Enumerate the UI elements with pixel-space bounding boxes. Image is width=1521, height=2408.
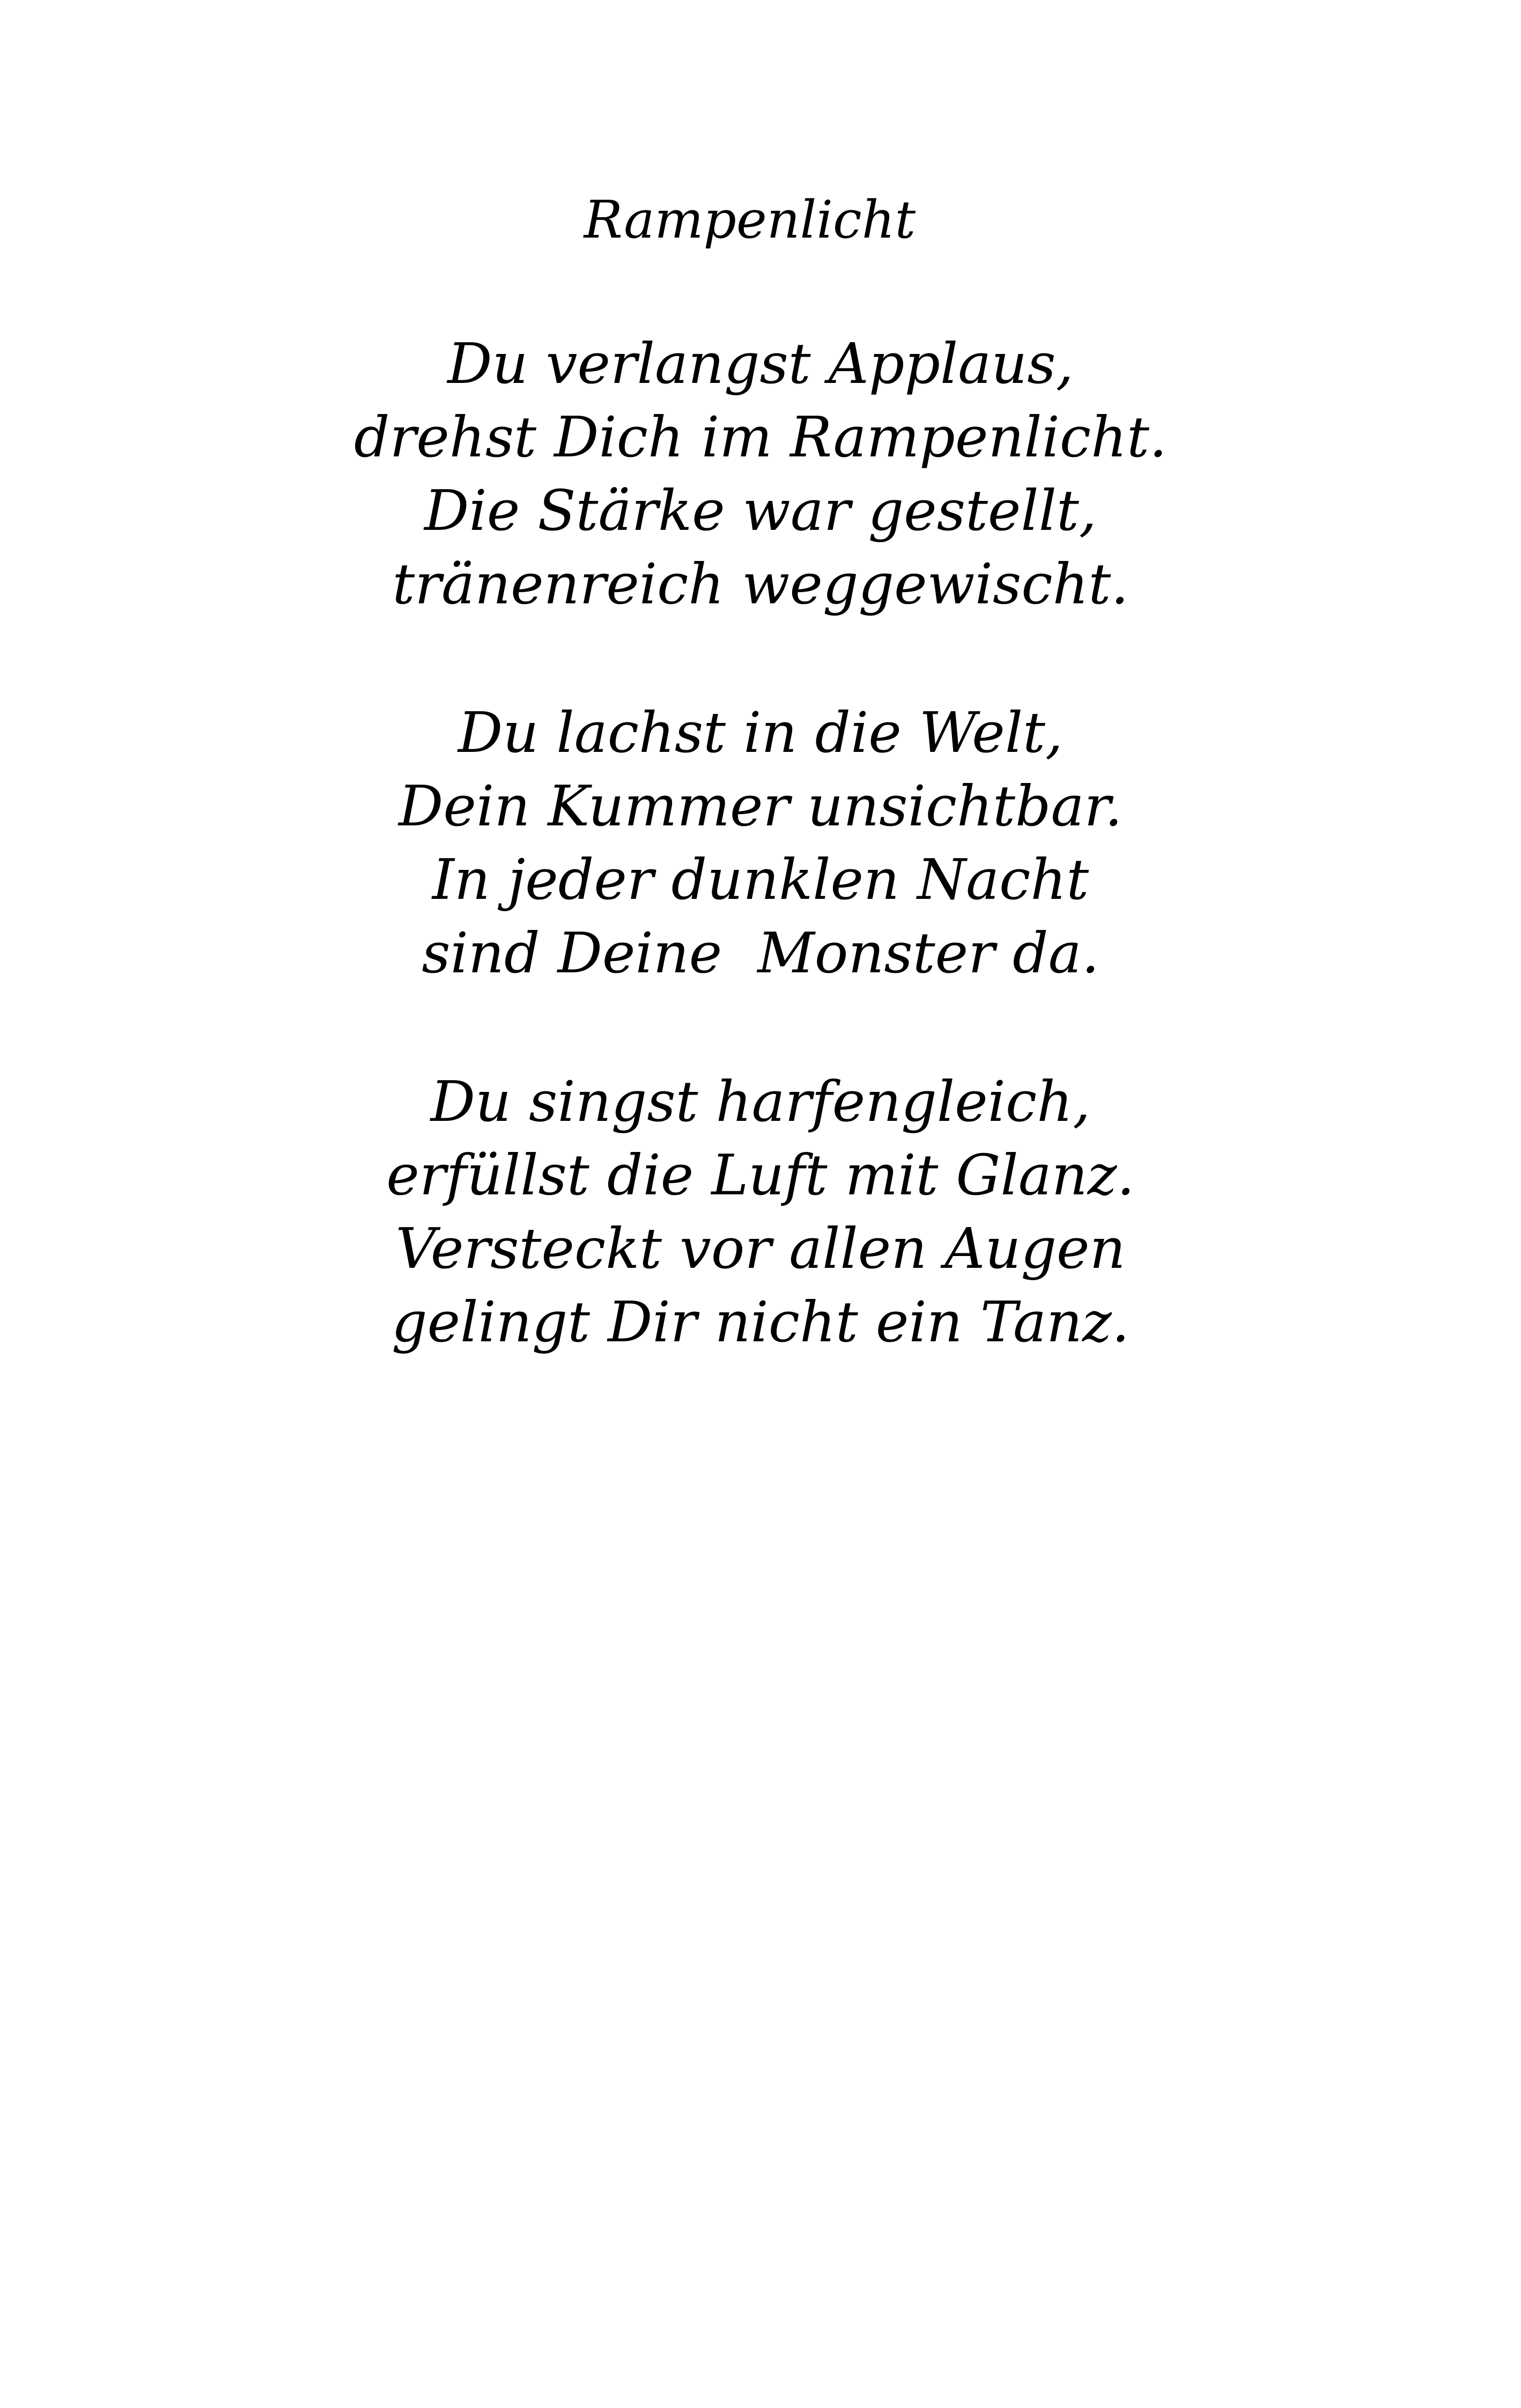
poem-line: erfüllst die Luft mit Glanz. xyxy=(386,1142,1135,1208)
poem-line: Dein Kummer unsichtbar. xyxy=(398,773,1123,839)
poem-line: Du lachst in die Welt, xyxy=(458,700,1063,765)
poem-line: In jeder dunklen Nacht xyxy=(432,847,1089,912)
poem-line: gelingt Dir nicht ein Tanz. xyxy=(392,1289,1129,1355)
stanza-2 xyxy=(0,696,1521,990)
stanza-3 xyxy=(0,1065,1521,1359)
poem-line: drehst Dich im Rampenlicht. xyxy=(354,404,1167,470)
poem-line: Du verlangst Applaus, xyxy=(447,331,1074,396)
poem-line: Die Stärke war gestellt, xyxy=(424,478,1097,543)
poem-title: Rampenlicht xyxy=(584,190,916,250)
poem-line: Du singst harfengleich, xyxy=(430,1069,1091,1134)
stanza-1 xyxy=(0,327,1521,621)
poem xyxy=(0,182,1521,1434)
poem-line: tränenreich weggewischt. xyxy=(392,551,1129,617)
poem-line: Versteckt vor allen Augen xyxy=(395,1216,1126,1281)
poem-line: sind Deine Monster da. xyxy=(422,920,1099,986)
